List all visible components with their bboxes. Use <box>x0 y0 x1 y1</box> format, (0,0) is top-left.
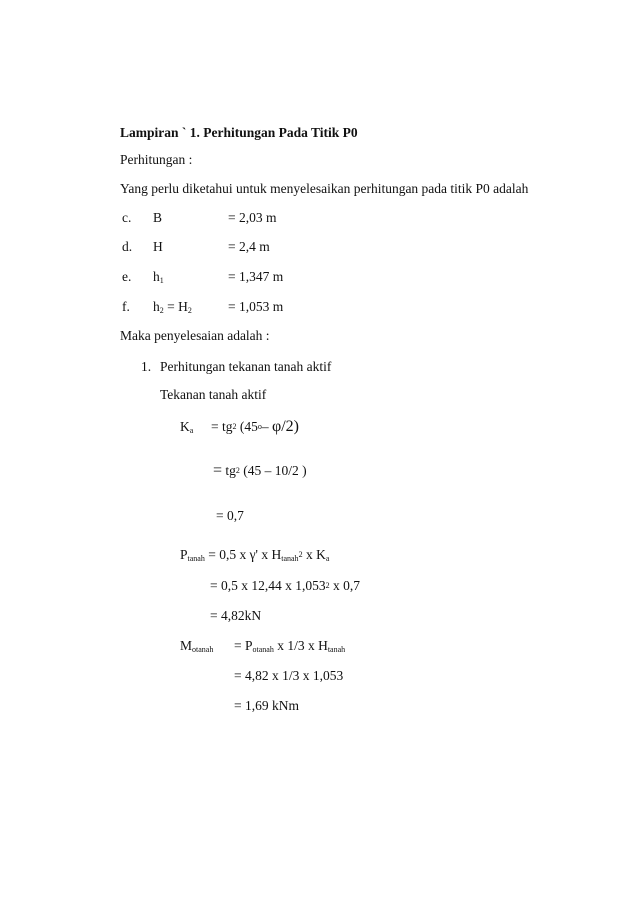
variable-label: $h_2 = H_2$ <box>153 299 192 315</box>
mtanah-equation-2: = 4,82 x 1/3 x 1,053 <box>234 668 344 683</box>
step-marker: 1. <box>141 359 152 374</box>
page-title: Lampiran ` 1. Perhitungan Pada Titik P0 <box>120 125 358 140</box>
ptanah-equation-1: $P_{tanah} = 0,5$ x γ' x $H_{tanah}^2$ x $K_a$ <box>180 547 330 563</box>
ptanah-equation-2: = 0,5 x 12,44 x 1,053$^2$ x 0,7 <box>210 578 360 593</box>
step-title: Perhitungan tekanan tanah aktif <box>160 359 332 374</box>
variable-label: B <box>153 210 163 225</box>
intro-text: Yang perlu diketahui untuk menyelesaikan perhitungan pada titik P0 adalah <box>120 181 529 196</box>
step-heading <box>141 359 332 375</box>
step-subheading: Tekanan tanah aktif <box>160 387 267 402</box>
solution-label: Maka penyelesaian adalah : <box>120 328 270 343</box>
perhitungan-label: Perhitungan : <box>120 152 193 167</box>
list-marker: f. <box>122 299 130 314</box>
ka-equation-3: = 0,7 <box>216 508 244 523</box>
ptanah-equation-3: = 4,82kN <box>210 608 262 623</box>
variable-label: H <box>153 239 163 254</box>
variable-value: = 2,03 m <box>228 210 277 225</box>
mtanah-equation-3: = 1,69 kNm <box>234 698 299 713</box>
variable-value: = 2,4 m <box>228 239 270 254</box>
ka-equation-1: = $tg^2$ (45$^o$– φ/2) <box>211 418 300 435</box>
variable-value: = 1,053 m <box>228 299 284 314</box>
list-marker: d. <box>122 239 133 254</box>
mtanah-variable: $M_{otanah}$ <box>180 638 214 654</box>
list-marker: c. <box>122 210 132 225</box>
variable-label: $h_1$ <box>153 269 164 285</box>
ka-variable: $K_a$ <box>180 419 194 435</box>
variable-value: = 1,347 m <box>228 269 284 284</box>
ka-equation-2: = $tg^2$ (45 – 10/2 ) <box>213 462 307 479</box>
list-marker: e. <box>122 269 132 284</box>
mtanah-equation-1: = $P_{otanah}$ x 1/3 x $H_{tanah}$ <box>234 638 346 654</box>
